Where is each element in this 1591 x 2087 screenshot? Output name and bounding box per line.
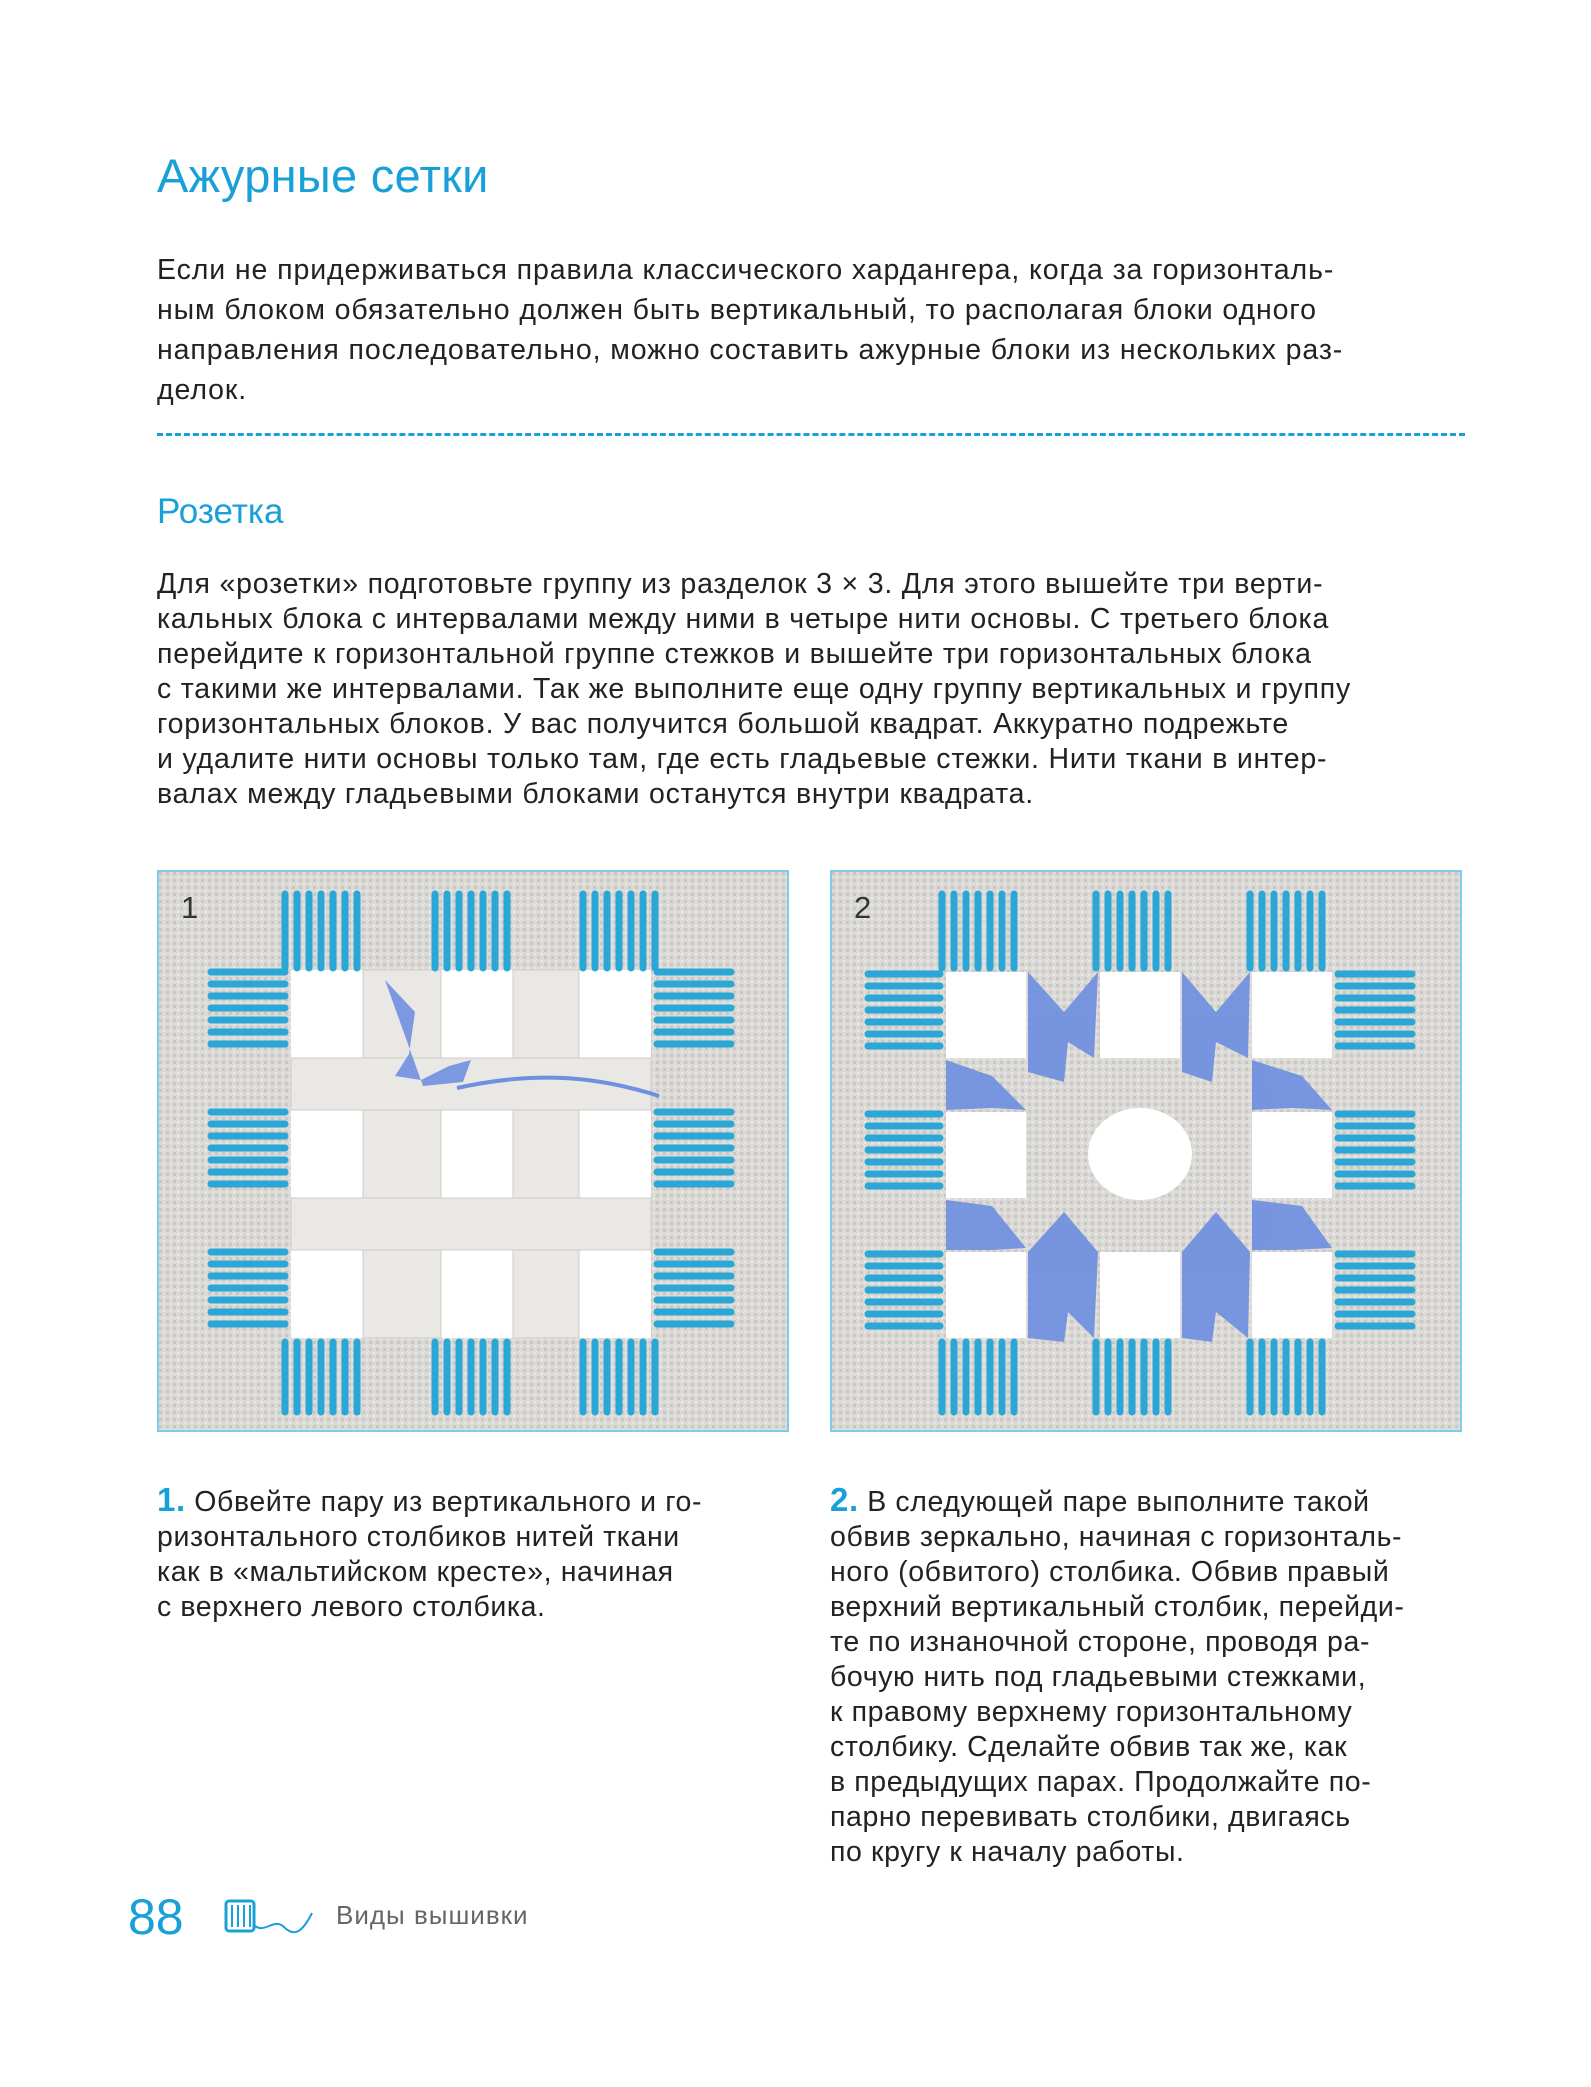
step-text: Обвейте пару из вертикального и го- <box>194 1486 703 1518</box>
spool-thread-icon <box>222 1895 322 1944</box>
section-line: валах между гладьевыми блоками останутся внутри квадрата. <box>157 778 1034 810</box>
step-line: столбику. Сделайте обвив так же, как <box>830 1731 1348 1763</box>
step-line: как в «мальтийском кресте», начиная <box>157 1556 674 1588</box>
step-line: бочую нить под гладьевыми стежками, <box>830 1661 1367 1693</box>
step-line: к правому верхнему горизонтальному <box>830 1696 1353 1728</box>
section-line: горизонтальных блоков. У вас получится большой квадрат. Аккуратно подрежьте <box>157 708 1290 740</box>
step-2-caption <box>830 1482 1470 1870</box>
section-line: с такими же интервалами. Так же выполните еще одну группу вертикальных и группу <box>157 673 1352 705</box>
photo-step-1 <box>157 870 789 1432</box>
embroidery-illustration-1 <box>159 872 787 1430</box>
section-line: и удалите нити основы только там, где есть гладьевые стежки. Нити ткани в интер- <box>157 743 1328 775</box>
section-body <box>157 567 1477 812</box>
photo-step-2 <box>830 870 1462 1432</box>
step-line: верхний вертикальный столбик, перейди- <box>830 1591 1405 1623</box>
footer-section-title: Виды вышивки <box>336 1900 529 1930</box>
intro-paragraph <box>157 250 1467 410</box>
cut-openings <box>946 972 1332 1338</box>
section-title: Розетка <box>157 492 284 531</box>
dashed-divider <box>157 433 1465 436</box>
step-line: те по изнаночной стороне, проводя ра- <box>830 1626 1371 1658</box>
step-line: ного (обвитого) столбика. Обвив правый <box>830 1556 1390 1588</box>
step-line <box>830 1482 1470 1520</box>
step-number: 2. <box>830 1481 859 1518</box>
intro-line: Если не придерживаться правила классического хардангера, когда за горизонталь- <box>157 254 1335 286</box>
intro-line: делок. <box>157 374 248 406</box>
intro-line: направления последовательно, можно составить ажурные блоки из нескольких раз- <box>157 334 1344 366</box>
satin-blocks-top <box>942 894 1322 968</box>
cut-openings <box>291 970 651 1338</box>
page-number: 88 <box>128 1889 184 1945</box>
step-line: в предыдущих парах. Продолжайте по- <box>830 1766 1372 1798</box>
embroidery-illustration-2 <box>832 872 1460 1430</box>
step-number: 1. <box>157 1481 186 1518</box>
step-line: с верхнего левого столбика. <box>157 1591 546 1623</box>
photo-step-label: 2 <box>854 890 872 925</box>
satin-blocks-bottom <box>942 1342 1322 1412</box>
step-1-caption <box>157 1482 797 1625</box>
step-line: ризонтального столбиков нитей ткани <box>157 1521 680 1553</box>
step-line: парно перевивать столбики, двигаясь <box>830 1801 1351 1833</box>
step-text: В следующей паре выполните такой <box>867 1486 1370 1518</box>
step-line: по кругу к началу работы. <box>830 1836 1185 1868</box>
step-line: обвив зеркально, начиная с горизонталь- <box>830 1521 1403 1553</box>
section-line: перейдите к горизонтальной группе стежков и вышейте три горизонтальных блока <box>157 638 1312 670</box>
section-line: кальных блока с интервалами между ними в четыре нити основы. С третьего блока <box>157 603 1330 635</box>
section-line: Для «розетки» подготовьте группу из разделок 3 × 3. Для этого вышейте три верти- <box>157 568 1324 600</box>
intro-line: ным блоком обязательно должен быть вертикальный, то располагая блоки одного <box>157 294 1317 326</box>
step-line <box>157 1482 797 1520</box>
page-title: Ажурные сетки <box>157 149 489 202</box>
photo-step-label: 1 <box>181 890 199 925</box>
